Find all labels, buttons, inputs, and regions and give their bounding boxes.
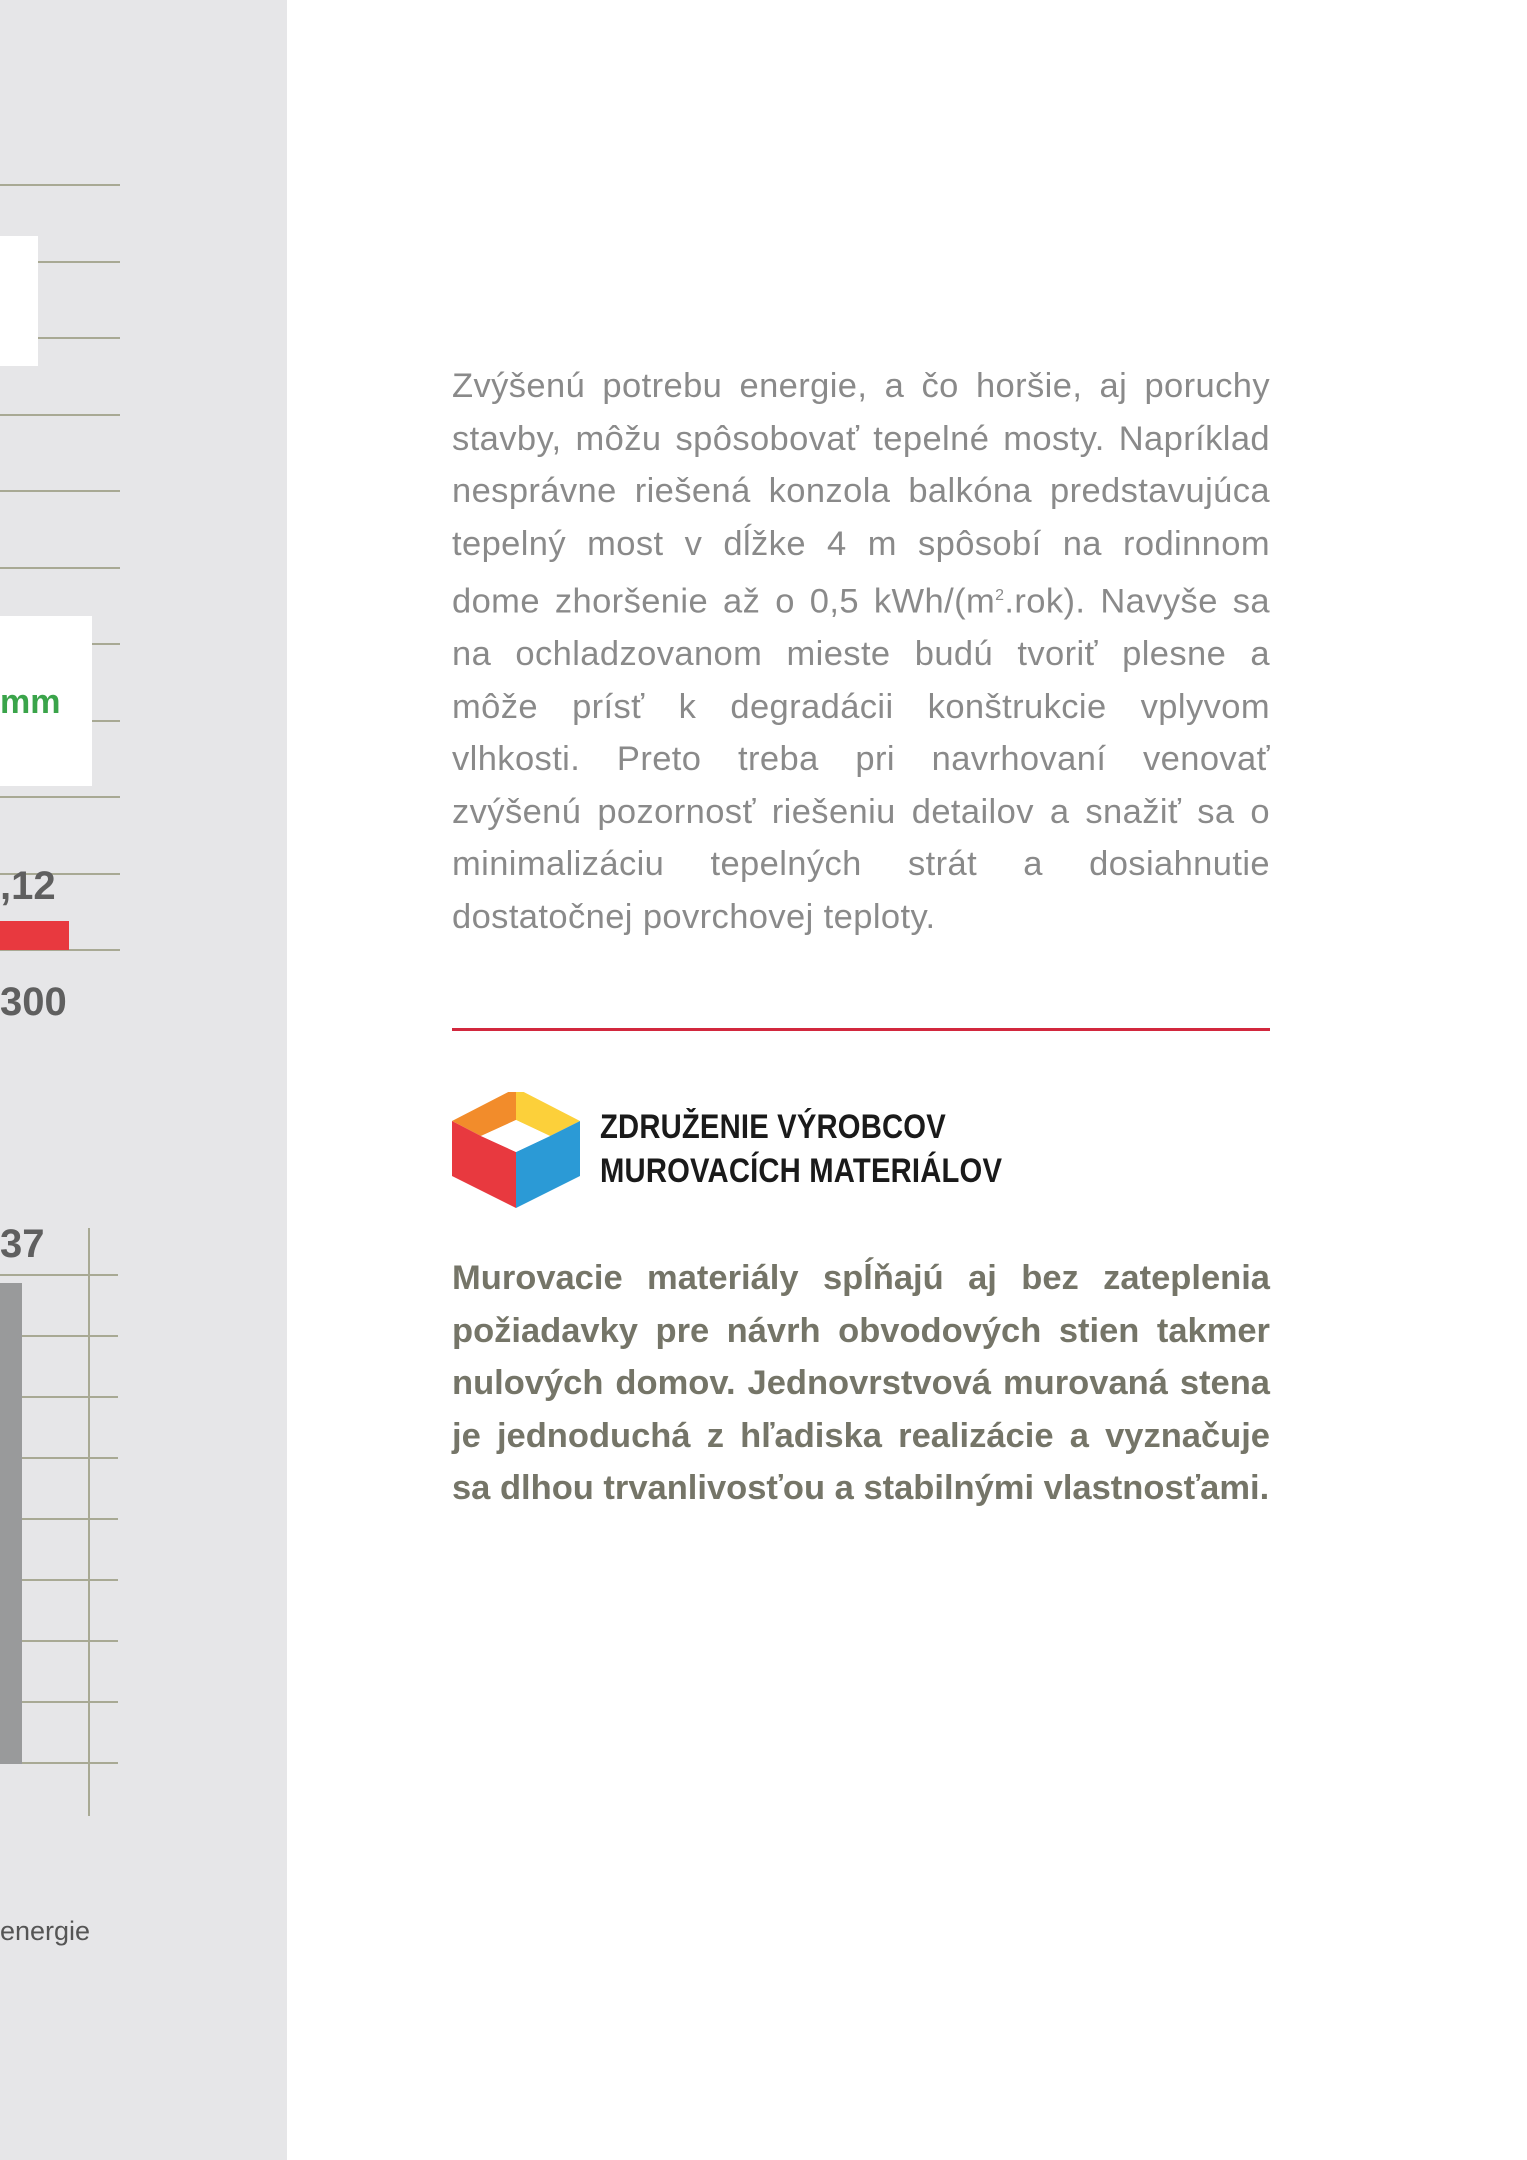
- grey-value-bar: [0, 1283, 22, 1764]
- body-text-part-2: .rok). Navyše sa na ochladzovanom mieste budú tvoriť plesne a môže prísť k degradácii konštrukcie vplyvom vlhkosti. Preto treba pri navrhovaní venovať zvýšenú pozornosť riešeniu detailov a snažiť sa o minimalizáciu tepelných strát a dosiahnutie dostatočnej povrchovej teploty.: [452, 582, 1270, 936]
- logo-line-1: ZDRUŽENIE VÝROBCOV: [600, 1108, 946, 1146]
- value-37-text: 37: [0, 1222, 45, 1266]
- energie-label: energie: [0, 1916, 91, 1946]
- logo-wordmark: [600, 1105, 1002, 1193]
- lead-paragraph: Murovacie materiály spĺňajú aj bez zateplenia požiadavky pre návrh obvodových stien takmer nulových domov. Jednovrstvová murovaná stena je jednoduchá z hľadiska realizácie a vyznačuje sa dlhou trvanlivosťou a stabilnými vlastnosťami.: [452, 1259, 1270, 1507]
- value-012-text: ,12: [0, 864, 56, 908]
- gridline: [0, 490, 120, 492]
- logo-line-2: MUROVACÍCH MATERIÁLOV: [600, 1152, 1003, 1190]
- sidebar-chart-fragment: [0, 0, 287, 2160]
- red-divider: [452, 1028, 1270, 1031]
- zvmm-logo-icon: [450, 1092, 582, 1210]
- body-text-part-1: Zvýšenú potrebu energie, a čo horšie, aj poruchy stavby, môžu spôsobovať tepelné mosty. Napríklad nesprávne riešená konzola balkóna predstavujúca tepelný most v dĺžke 4 m spôsobí na rodinnom dome zhoršenie až o 0,5 kWh/(m: [452, 367, 1270, 621]
- gridline: [0, 796, 120, 798]
- gridline: [0, 414, 120, 416]
- value-300-text: 300: [0, 980, 67, 1024]
- red-value-bar: [0, 921, 69, 950]
- label-box-top: [0, 236, 38, 366]
- gridline: [0, 567, 120, 569]
- grid-axis: [88, 1228, 90, 1816]
- superscript-2: 2: [995, 587, 1005, 604]
- unit-mm-text: mm: [0, 683, 61, 721]
- body-paragraph: [452, 360, 1270, 943]
- gridline: [0, 184, 120, 186]
- gridline: [0, 1274, 118, 1276]
